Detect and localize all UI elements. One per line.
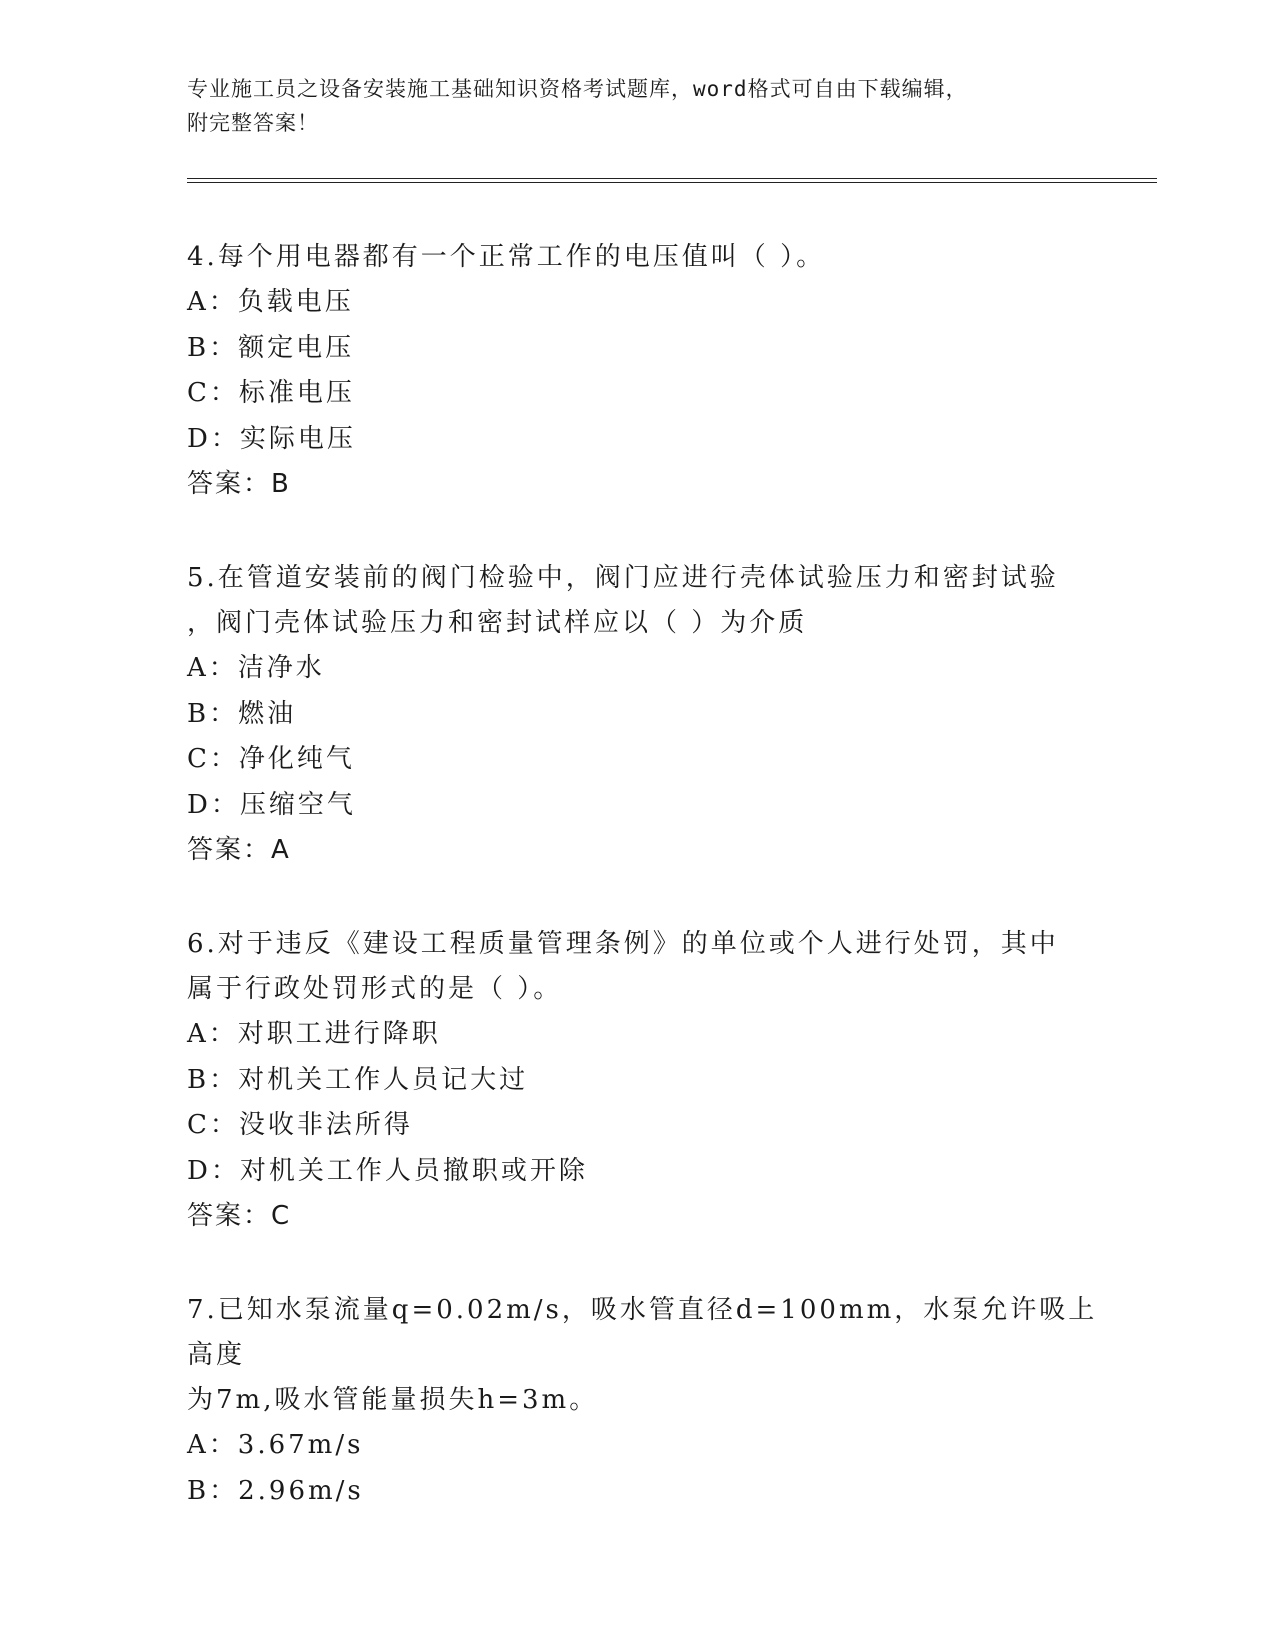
header-divider-bottom [187, 182, 1157, 183]
question-stem: 4.每个用电器都有一个正常工作的电压值叫（ ）。 [187, 242, 826, 272]
option-a: A：对职工进行降职 [187, 1019, 441, 1049]
question-5 [187, 556, 1107, 873]
question-stem-continued: 为7m,吸水管能量损失h=3m。 [187, 1385, 599, 1415]
option-d: D：对机关工作人员撤职或开除 [187, 1155, 588, 1186]
option-c: C：标准电压 [187, 378, 355, 408]
question-stem: 6.对于违反《建设工程质量管理条例》的单位或个人进行处罚，其中 [187, 929, 1059, 959]
question-stem-continued: 属于行政处罚形式的是（ ）。 [187, 974, 563, 1004]
option-b: B：额定电压 [187, 332, 355, 363]
header-divider-top [187, 178, 1157, 179]
question-stem: 7.已知水泵流量q=0.02m/s，吸水管直径d=100mm，水泵允许吸上高度 [187, 1295, 1098, 1370]
option-b: B：2.96m/s [187, 1475, 364, 1506]
option-b: B：燃油 [187, 698, 297, 729]
question-7 [187, 1288, 1107, 1514]
question-stem-continued: ，阀门壳体试验压力和密封试样应以（ ）为介质 [187, 608, 808, 638]
header-line-1: 专业施工员之设备安装施工基础知识资格考试题库，word格式可自由下载编辑， [187, 77, 968, 101]
option-a: A：3.67m/s [187, 1430, 364, 1460]
answer: 答案：C [187, 1201, 292, 1231]
document-header [187, 72, 1167, 140]
question-6 [187, 922, 1107, 1239]
option-b: B：对机关工作人员记大过 [187, 1064, 529, 1095]
option-d: D：压缩空气 [187, 789, 356, 820]
option-a: A：洁净水 [187, 653, 325, 683]
option-d: D：实际电压 [187, 423, 356, 454]
option-c: C：没收非法所得 [187, 1110, 413, 1140]
option-a: A：负载电压 [187, 287, 354, 317]
question-stem: 5.在管道安装前的阀门检验中，阀门应进行壳体试验压力和密封试验 [187, 563, 1059, 593]
header-line-2: 附完整答案！ [187, 111, 319, 135]
answer: 答案：B [187, 469, 291, 499]
question-4 [187, 235, 1107, 507]
answer: 答案：A [187, 835, 291, 865]
option-c: C：净化纯气 [187, 744, 355, 774]
